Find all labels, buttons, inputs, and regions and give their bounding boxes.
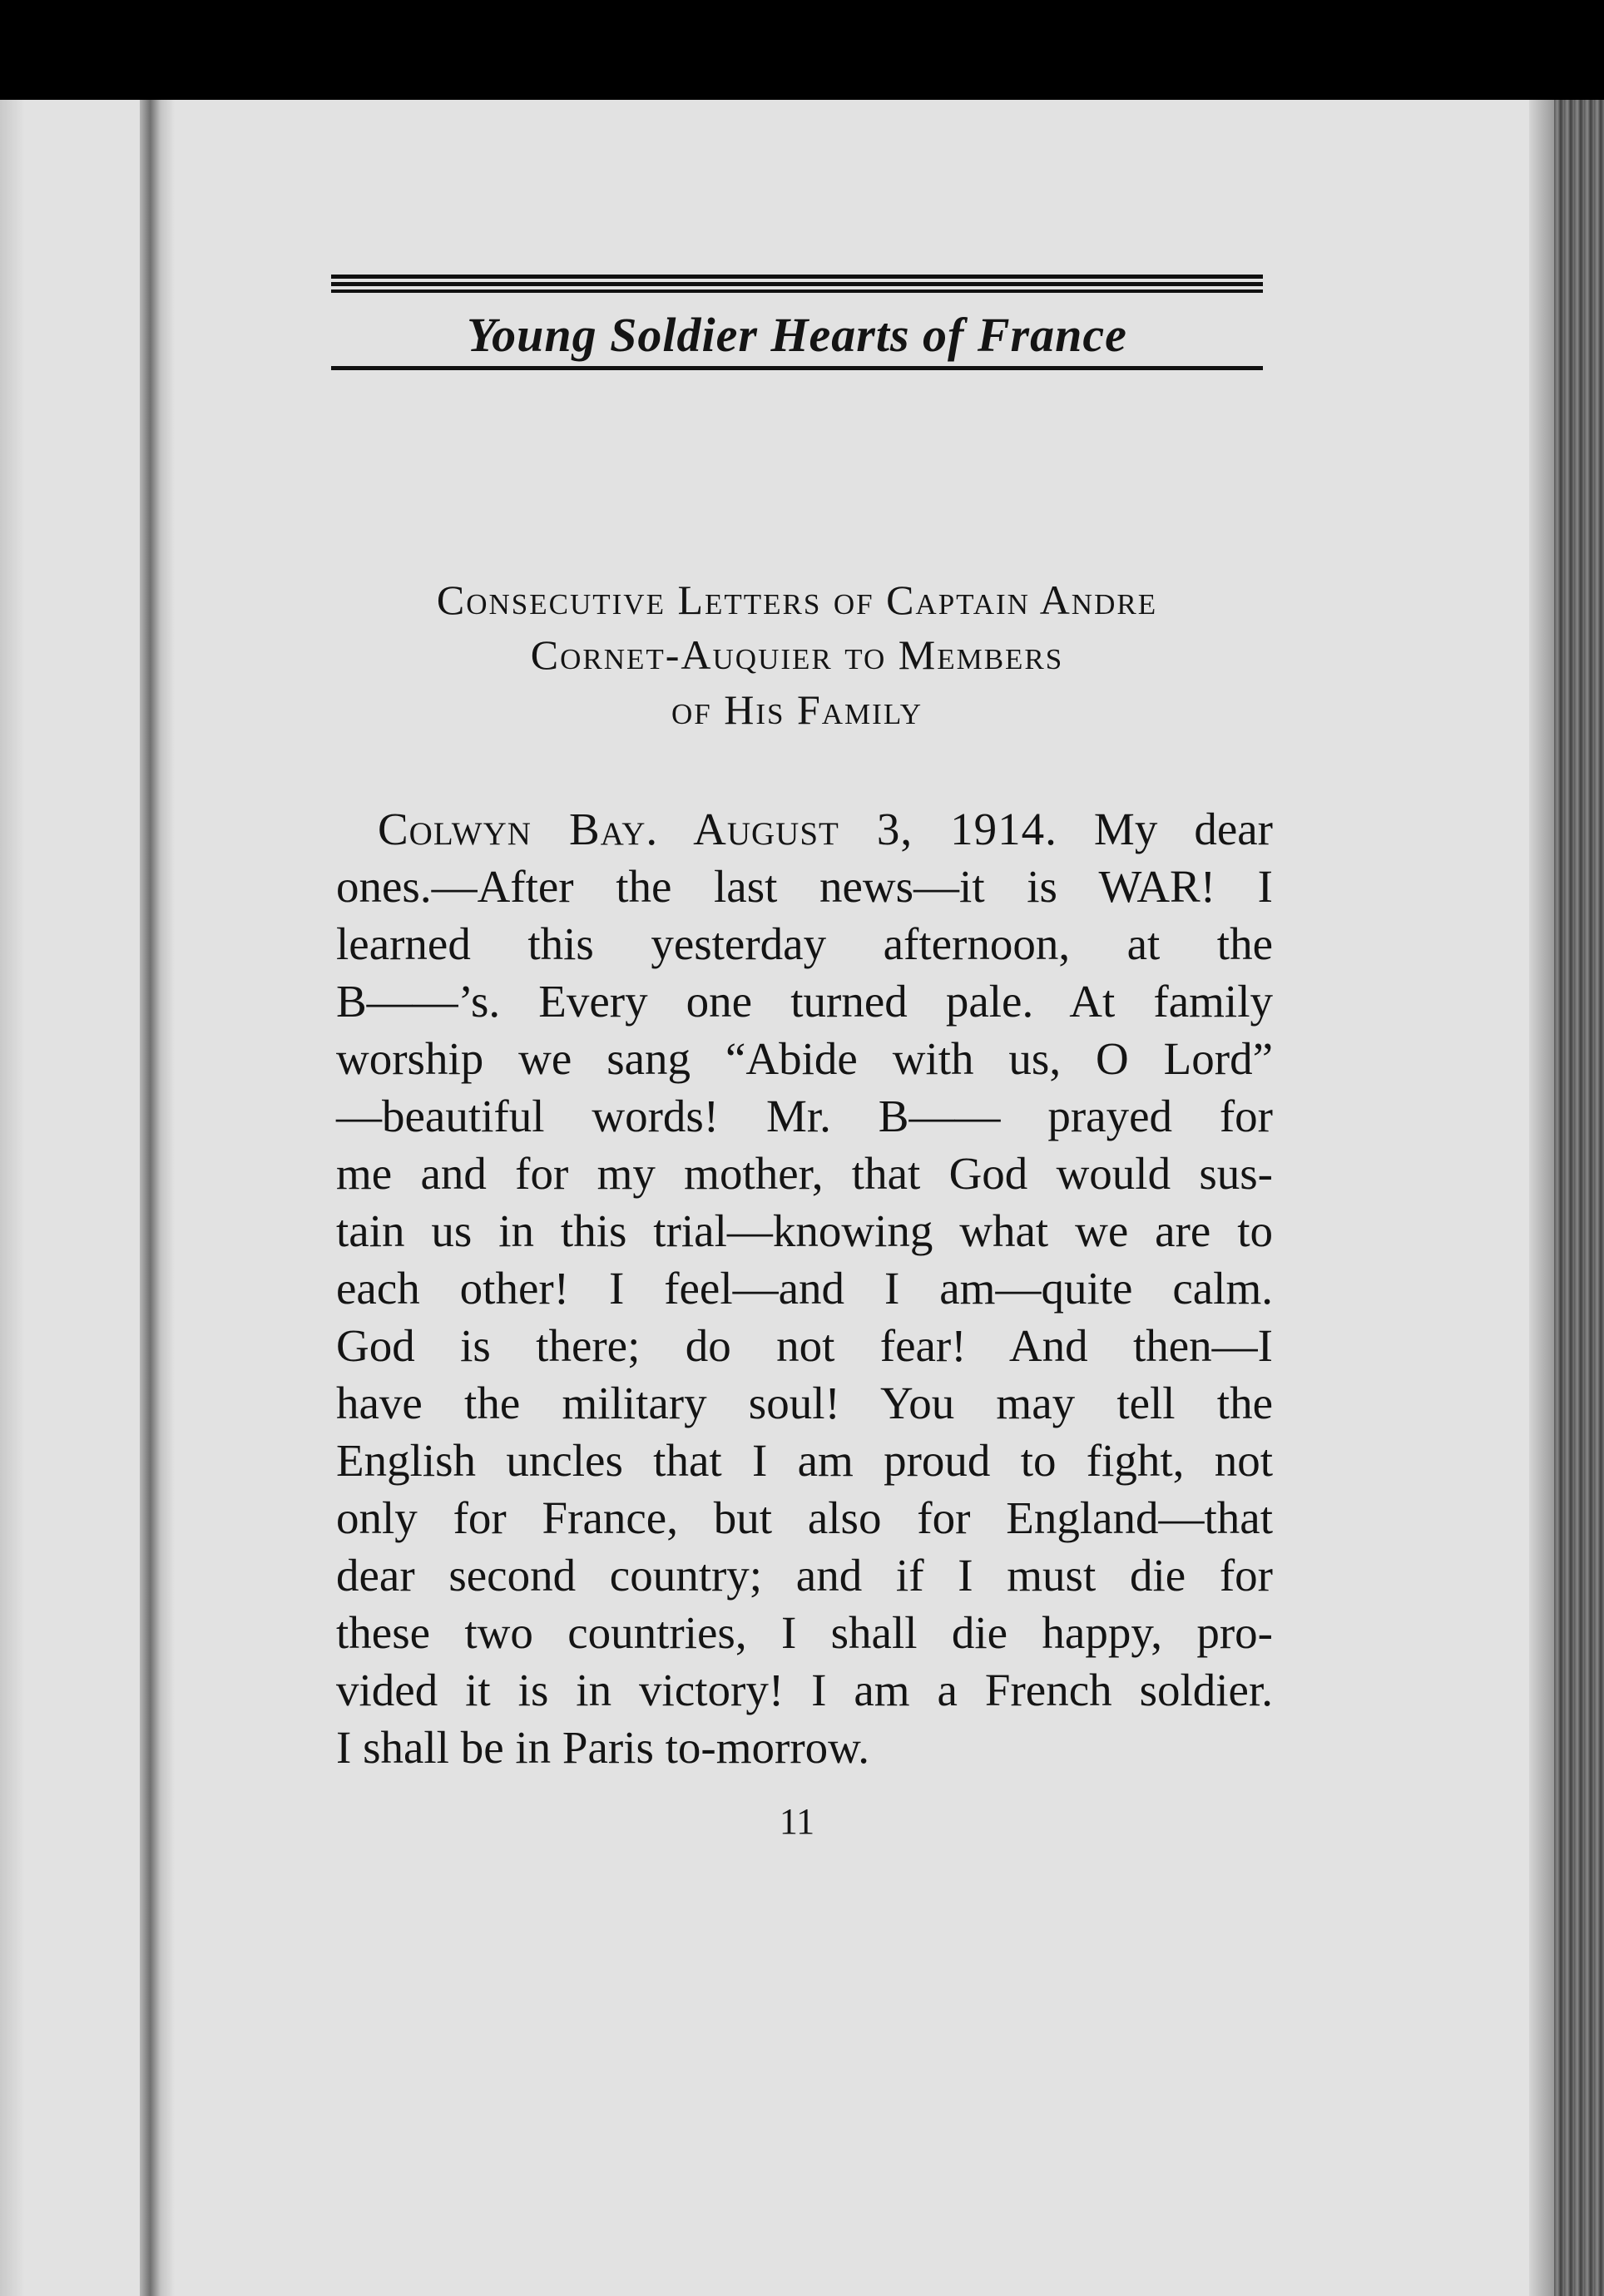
header-top-rules: [331, 275, 1263, 293]
text-line: worship we sang “Abide with us, O Lord”: [336, 1033, 1273, 1084]
text-line: me and for my mother, that God would sus-: [336, 1148, 1273, 1199]
text-line: God is there; do not fear! And then—I: [336, 1320, 1273, 1371]
left-page-edge: [0, 100, 25, 2296]
chapter-title-line: Cornet-Auquier to Members: [530, 631, 1064, 678]
text-line: have the military soul! You may tell the: [336, 1378, 1273, 1428]
running-head: Young Soldier Hearts of France: [467, 308, 1127, 362]
text-line: each other! I feel—and I am—quite calm.: [336, 1263, 1273, 1314]
page-stack-edge: [1554, 100, 1604, 2296]
text-line: tain us in this trial—knowing what we are to: [336, 1205, 1273, 1256]
place-date: Colwyn Bay. August 3, 1914.: [378, 804, 1057, 854]
text-line: Colwyn Bay. August 3, 1914. My dear: [378, 804, 1274, 854]
letter-text: [336, 800, 1273, 1776]
text-line: I shall be in Paris to-morrow.: [336, 1722, 870, 1773]
header-rule: [331, 289, 1263, 293]
text-line: only for France, but also for England—that: [336, 1492, 1273, 1543]
chapter-title-line: Consecutive Letters of Captain Andre: [436, 576, 1158, 623]
text-line: English uncles that I am proud to fight, not: [336, 1435, 1273, 1486]
text-line: ones.—After the last news—it is WAR! I: [336, 861, 1273, 912]
header-rule: [331, 275, 1263, 279]
text-line: B——’s. Every one turned pale. At family: [336, 976, 1273, 1027]
chapter-title: [331, 572, 1263, 737]
chapter-title-line: of His Family: [671, 686, 923, 733]
gutter-shadow: [140, 100, 175, 2296]
text-line: —beautiful words! Mr. B—— prayed for: [336, 1091, 1273, 1141]
page-number: 11: [779, 1801, 815, 1842]
text-line: vided it is in victory! I am a French soldier.: [336, 1665, 1273, 1715]
text-line: learned this yesterday afternoon, at the: [336, 918, 1273, 969]
text-line: these two countries, I shall die happy, pro-: [336, 1607, 1273, 1658]
header-bottom-rule: [331, 366, 1263, 370]
header-rule: [331, 282, 1263, 286]
page-edge-shadow: [1529, 100, 1554, 2296]
text-line: dear second country; and if I must die for: [336, 1550, 1273, 1601]
